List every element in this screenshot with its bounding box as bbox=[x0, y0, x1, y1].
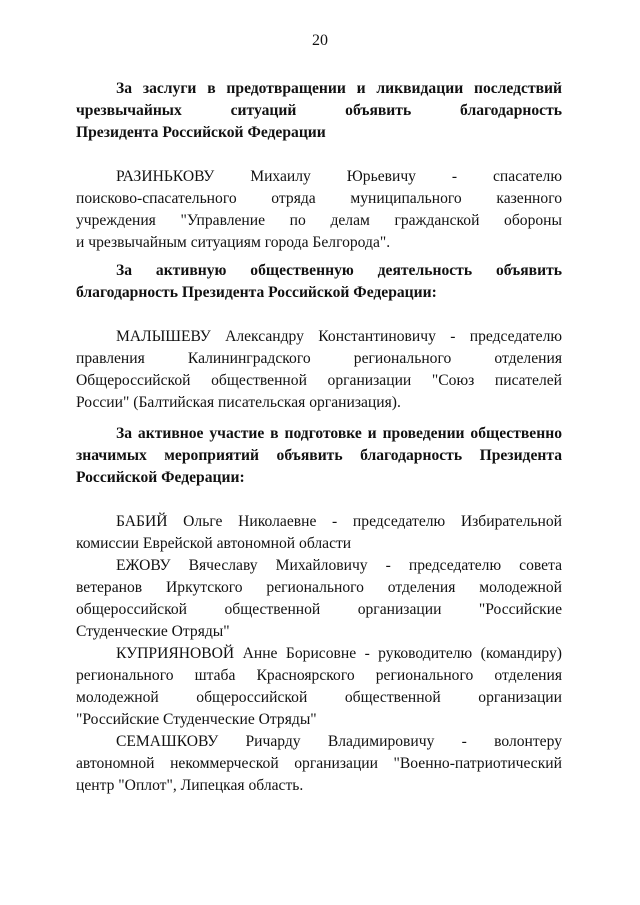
entry-line: ЕЖОВУ Вячеславу Михайловичу - председателю совета bbox=[116, 557, 562, 574]
section-heading bbox=[76, 78, 562, 144]
award-entry bbox=[76, 326, 562, 414]
award-entry bbox=[76, 166, 562, 254]
heading-line: значимых мероприятий объявить благодарность Президента bbox=[76, 447, 562, 464]
entry-line: Студенческие Отряды" bbox=[76, 623, 230, 640]
entry-line: КУПРИЯНОВОЙ Анне Борисовне - руководителю (командиру) bbox=[116, 645, 562, 662]
heading-line: За активную общественную деятельность объявить bbox=[116, 262, 562, 279]
entry-line: РАЗИНЬКОВУ Михаилу Юрьевичу - спасателю bbox=[116, 168, 562, 185]
entry-line: СЕМАШКОВУ Ричарду Владимировичу - волонтеру bbox=[116, 733, 562, 750]
entry-line: поисково-спасательного отряда муниципального казенного bbox=[76, 190, 562, 207]
heading-line: За заслуги в предотвращении и ликвидации последствий bbox=[116, 80, 562, 97]
section-public-activity-gratitude bbox=[76, 260, 562, 414]
section-emergency-gratitude bbox=[76, 78, 562, 254]
entry-line: общероссийской общественной организации "Российские bbox=[76, 601, 562, 618]
entry-line: регионального штаба Красноярского регионального отделения bbox=[76, 667, 562, 684]
entry-line: и чрезвычайным ситуациям города Белгорода". bbox=[76, 234, 391, 251]
entry-line: МАЛЫШЕВУ Александру Константиновичу - председателю bbox=[116, 328, 562, 345]
entry-line: БАБИЙ Ольге Николаевне - председателю Избирательной bbox=[116, 513, 562, 530]
heading-line: благодарность Президента Российской Федерации: bbox=[76, 284, 437, 301]
heading-line: За активное участие в подготовке и проведении общественно bbox=[116, 425, 562, 442]
entry-line: правления Калининградского регионального отделения bbox=[76, 350, 562, 367]
entry-line: "Российские Студенческие Отряды" bbox=[76, 711, 317, 728]
entry-line: комиссии Еврейской автономной области bbox=[76, 535, 352, 552]
award-entry bbox=[76, 511, 562, 555]
section-heading bbox=[76, 260, 562, 304]
entry-line: центр "Оплот", Липецкая область. bbox=[76, 777, 304, 794]
award-entry bbox=[76, 731, 562, 797]
entry-line: Общероссийской общественной организации "Союз писателей bbox=[76, 372, 562, 389]
entry-line: автономной некоммерческой организации "Военно-патриотический bbox=[76, 755, 562, 772]
section-events-participation-gratitude bbox=[76, 423, 562, 797]
heading-line: Президента Российской Федерации bbox=[76, 124, 326, 141]
entry-line: России" (Балтийская писательская организация). bbox=[76, 394, 401, 411]
heading-line: Российской Федерации: bbox=[76, 469, 245, 486]
award-entry bbox=[76, 555, 562, 643]
entry-line: молодежной общероссийской общественной организации bbox=[76, 689, 562, 706]
entry-line: ветеранов Иркутского регионального отделения молодежной bbox=[76, 579, 562, 596]
heading-line: чрезвычайных ситуаций объявить благодарность bbox=[76, 102, 562, 119]
entry-line: учреждения "Управление по делам гражданской обороны bbox=[76, 212, 562, 229]
award-entry bbox=[76, 643, 562, 731]
page-number: 20 bbox=[312, 32, 328, 49]
section-heading bbox=[76, 423, 562, 489]
